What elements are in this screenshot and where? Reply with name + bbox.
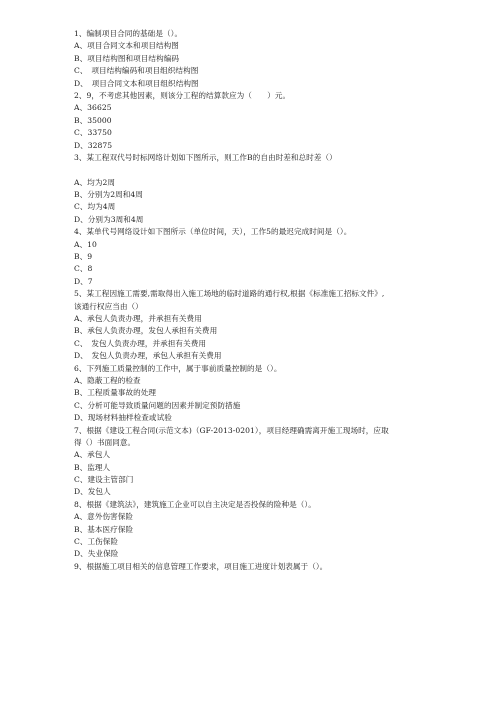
- option-3a: A、均为2周: [74, 177, 115, 187]
- option-7c: C、建设主管部门: [74, 475, 134, 485]
- option-8a: A、意外伤害保险: [74, 512, 134, 522]
- question-4: 4、某单代号网络设计如下图所示（单位时间，天），工作5的最迟完成时间是（）。: [74, 227, 352, 237]
- option-2d: D、32875: [74, 140, 113, 150]
- option-1c: C、 项目结构编码和项目组织结构图: [74, 66, 199, 76]
- question-5-line-1: 5、某工程因施工需要,需取得出入施工场地的临时道路的通行权,根据《标准施工招标文件》,: [74, 289, 385, 299]
- option-2c: C、33750: [74, 128, 112, 138]
- option-4b: B、9: [74, 252, 93, 262]
- option-2b: B、35000: [74, 115, 112, 125]
- question-8: 8、根据《建筑法》，建筑施工企业可以自主决定是否投保的险种是（）。: [74, 499, 316, 509]
- option-5a: A、承包人负责办理，并承担有关费用: [74, 313, 202, 323]
- question-9: 9、根据施工项目相关的信息管理工作要求，项目施工进度计划表属于（）。: [74, 561, 328, 571]
- option-5c: C、 发包人负责办理，并承担有关费用: [74, 338, 207, 348]
- option-7b: B、监理人: [74, 462, 111, 472]
- question-5-line-2: 该通行权应当由（）: [74, 301, 143, 311]
- option-8c: C、工伤保险: [74, 537, 119, 547]
- question-7-line-1: 7、根据《建设工程合同(示范文本)（GF-2013-0201），项目经理确需离开施工现场时，应取: [74, 425, 389, 435]
- option-6b: B、工程质量事故的处理: [74, 388, 157, 398]
- option-5d: D、 发包人负责办理，承包人承担有关费用: [74, 351, 222, 361]
- option-7d: D、发包人: [74, 487, 111, 497]
- option-6d: D、现场材料抽样检查或试验: [74, 413, 172, 423]
- option-2a: A、36625: [74, 103, 112, 113]
- option-6a: A、隐蔽工程的检查: [74, 375, 141, 385]
- option-5b: B、承包人负责办理，发包人承担有关费用: [74, 326, 218, 336]
- blank-line: [74, 164, 422, 176]
- question-1: 1、编制项目合同的基础是（）。: [74, 29, 183, 38]
- option-8d: D、失业保险: [74, 549, 119, 559]
- option-3c: C、均为4周: [74, 202, 116, 212]
- question-6: 6、下列施工质量控制的工作中，属于事前质量控制的是（）。: [74, 363, 282, 373]
- option-8b: B、基本医疗保险: [74, 524, 134, 534]
- document-body: [74, 28, 422, 573]
- question-2: 2、9，不考虑其他因素，则该分工程的结算款应为（ ）元。: [74, 90, 291, 100]
- option-3d: D、分别为3周和4周: [74, 214, 144, 224]
- question-7-line-2: 得（）书面同意。: [74, 437, 136, 447]
- option-1b: B、项目结构图和项目结构编码: [74, 53, 179, 63]
- option-1a: A、项目合同文本和项目结构图: [74, 41, 179, 51]
- option-1d: D、 项目合同文本和项目组织结构图: [74, 78, 199, 88]
- question-3: 3、某工程双代号时标网络计划如下图所示，则工作B的自由时差和总时差（）: [74, 152, 337, 162]
- option-6c: C、分析可能导致质量问题的因素并制定预防措施: [74, 400, 241, 410]
- option-4d: D、7: [74, 276, 93, 286]
- option-7a: A、承包人: [74, 450, 111, 460]
- option-4a: A、10: [74, 239, 97, 249]
- option-4c: C、8: [74, 264, 93, 274]
- option-3b: B、分别为2周和4周: [74, 190, 143, 200]
